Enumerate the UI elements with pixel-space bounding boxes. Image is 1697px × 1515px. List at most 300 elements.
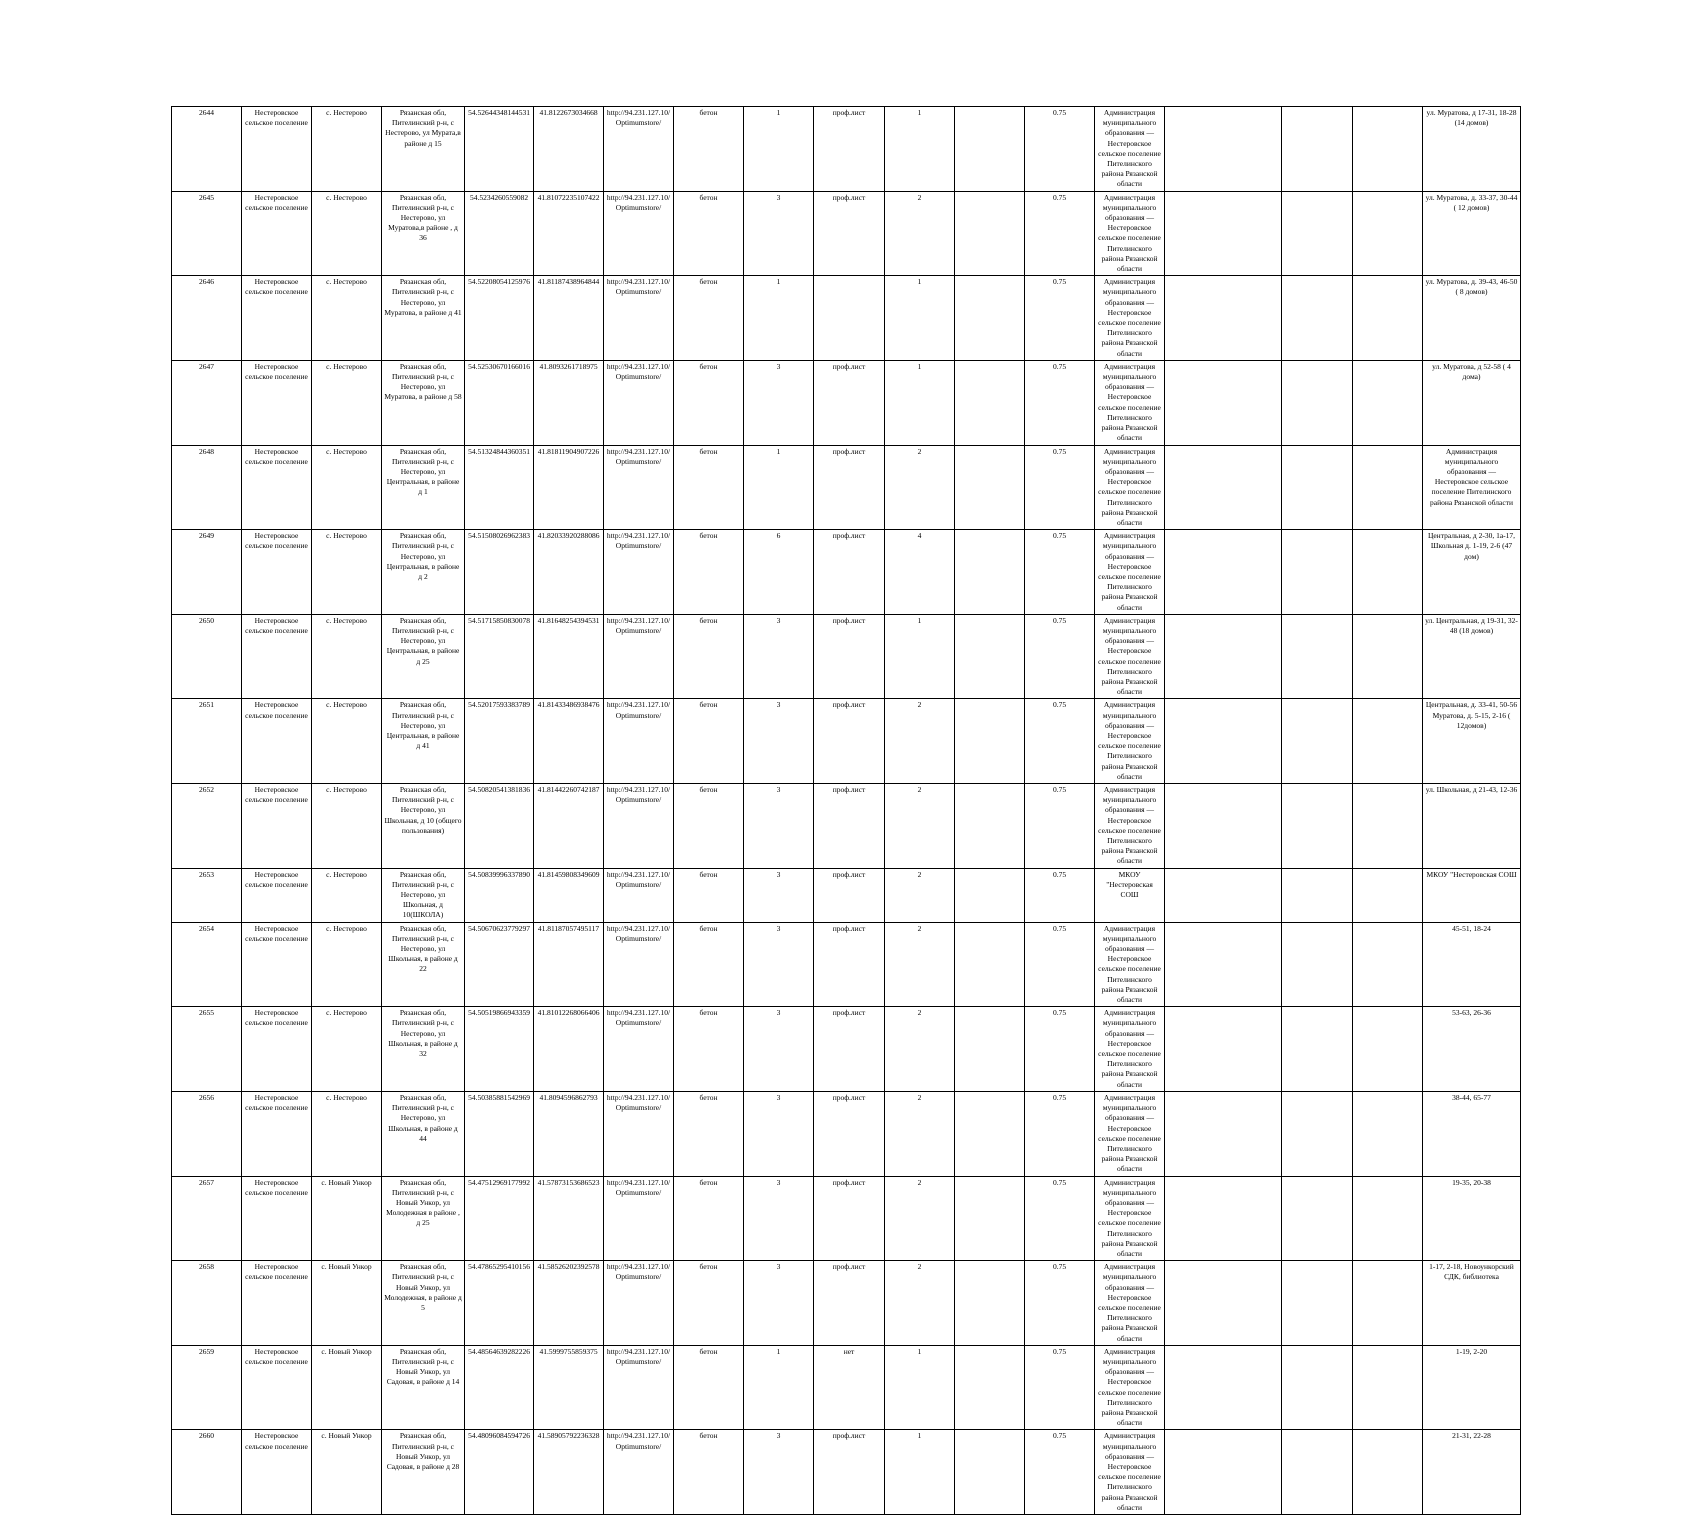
cell-served-objects-extra	[1353, 1345, 1423, 1430]
cell-served-objects: 53-63, 26-36	[1423, 1007, 1521, 1092]
cell-site-id: 2655	[172, 1007, 242, 1092]
cell-empty	[1282, 191, 1353, 276]
cell-site-count: 3	[744, 699, 814, 784]
cell-latitude: 54.48096084594726	[465, 1430, 534, 1515]
cell-served-objects: Администрация муниципального образования — Нестеровское сельское поселение Пителинского района Рязанской области	[1423, 445, 1521, 530]
cell-site-count: 3	[744, 191, 814, 276]
cell-served-objects: 38-44, 65-77	[1423, 1091, 1521, 1176]
cell-settlement: Нестеровское сельское поселение	[242, 191, 312, 276]
cell-volume: 0.75	[1025, 530, 1095, 615]
cell-surface: бетон	[674, 276, 744, 361]
cell-latitude: 54.5234260559082	[465, 191, 534, 276]
cell-fence: проф.лист	[814, 107, 885, 192]
cell-locality: с. Новый Ункор	[312, 1176, 382, 1261]
cell-latitude: 54.50670623779297	[465, 922, 534, 1007]
cell-settlement: Нестеровское сельское поселение	[242, 276, 312, 361]
table-row	[172, 784, 1521, 869]
cell-url: http://94.231.127.10/Optimumstore/	[604, 868, 674, 922]
cell-served-objects-extra	[1353, 360, 1423, 445]
cell-latitude: 54.51508026962383	[465, 530, 534, 615]
cell-site-count: 3	[744, 1091, 814, 1176]
cell-owner: Администрация муниципального образования — Нестеровское сельское поселение Пителинского района Рязанской области	[1095, 614, 1165, 699]
cell-site-count: 1	[744, 1345, 814, 1430]
cell-owner: Администрация муниципального образования — Нестеровское сельское поселение Пителинского района Рязанской области	[1095, 1091, 1165, 1176]
cell-longitude: 41.8122673034668	[534, 107, 604, 192]
cell-volume: 0.75	[1025, 1176, 1095, 1261]
table-row	[172, 1007, 1521, 1092]
cell-site-count: 3	[744, 614, 814, 699]
cell-containers: 2	[885, 1176, 955, 1261]
cell-empty	[1165, 922, 1282, 1007]
cell-empty	[955, 1345, 1025, 1430]
cell-site-id: 2654	[172, 922, 242, 1007]
cell-served-objects: ул. Муратова, д 52-58 ( 4 дома)	[1423, 360, 1521, 445]
cell-owner: Администрация муниципального образования — Нестеровское сельское поселение Пителинского района Рязанской области	[1095, 276, 1165, 361]
cell-fence: проф.лист	[814, 191, 885, 276]
cell-address: Рязанская обл, Пителинский р-н, с Новый Ункор, ул Молодежная в районе , д 25	[382, 1176, 465, 1261]
cell-empty	[1165, 1345, 1282, 1430]
cell-volume: 0.75	[1025, 107, 1095, 192]
cell-volume: 0.75	[1025, 1261, 1095, 1346]
cell-settlement: Нестеровское сельское поселение	[242, 107, 312, 192]
cell-served-objects-extra	[1353, 445, 1423, 530]
cell-longitude: 41.81811904907226	[534, 445, 604, 530]
cell-containers: 1	[885, 1430, 955, 1515]
cell-owner: Администрация муниципального образования — Нестеровское сельское поселение Пителинского района Рязанской области	[1095, 445, 1165, 530]
table-row	[172, 1091, 1521, 1176]
cell-empty	[1165, 360, 1282, 445]
cell-containers: 2	[885, 784, 955, 869]
cell-containers: 2	[885, 1007, 955, 1092]
cell-empty	[1165, 276, 1282, 361]
cell-fence: проф.лист	[814, 1261, 885, 1346]
cell-url: http://94.231.127.10/Optimumstore/	[604, 445, 674, 530]
cell-surface: бетон	[674, 1345, 744, 1430]
cell-empty	[1282, 922, 1353, 1007]
cell-url: http://94.231.127.10/Optimumstore/	[604, 360, 674, 445]
table-row	[172, 276, 1521, 361]
cell-latitude: 54.50519866943359	[465, 1007, 534, 1092]
table-body	[172, 107, 1521, 1515]
cell-latitude: 54.51324844360351	[465, 445, 534, 530]
cell-empty	[955, 1007, 1025, 1092]
cell-containers: 2	[885, 445, 955, 530]
cell-surface: бетон	[674, 784, 744, 869]
cell-site-id: 2660	[172, 1430, 242, 1515]
cell-longitude: 41.81072235107422	[534, 191, 604, 276]
cell-url: http://94.231.127.10/Optimumstore/	[604, 1345, 674, 1430]
cell-longitude: 41.82033920288086	[534, 530, 604, 615]
cell-site-count: 6	[744, 530, 814, 615]
cell-empty	[1282, 1007, 1353, 1092]
cell-owner: Администрация муниципального образования — Нестеровское сельское поселение Пителинского района Рязанской области	[1095, 784, 1165, 869]
cell-locality: с. Нестерово	[312, 614, 382, 699]
cell-served-objects: 45-51, 18-24	[1423, 922, 1521, 1007]
cell-served-objects: Центральная, д 2-30, 1а-17, Школьная д. 1-19, 2-6 (47 дом)	[1423, 530, 1521, 615]
cell-site-id: 2656	[172, 1091, 242, 1176]
cell-served-objects-extra	[1353, 1091, 1423, 1176]
cell-site-count: 3	[744, 360, 814, 445]
cell-url: http://94.231.127.10/Optimumstore/	[604, 784, 674, 869]
cell-address: Рязанская обл, Пителинский р-н, с Нестерово, ул Центральная, в районе д 2	[382, 530, 465, 615]
cell-locality: с. Нестерово	[312, 360, 382, 445]
cell-site-count: 1	[744, 107, 814, 192]
cell-site-id: 2652	[172, 784, 242, 869]
table-row	[172, 107, 1521, 192]
cell-empty	[955, 784, 1025, 869]
cell-settlement: Нестеровское сельское поселение	[242, 784, 312, 869]
cell-locality: с. Нестерово	[312, 699, 382, 784]
cell-surface: бетон	[674, 530, 744, 615]
cell-empty	[1165, 107, 1282, 192]
cell-address: Рязанская обл, Пителинский р-н, с Нестерово, ул Центральная, в районе д 25	[382, 614, 465, 699]
cell-site-count: 3	[744, 868, 814, 922]
cell-containers: 2	[885, 868, 955, 922]
cell-empty	[1282, 1176, 1353, 1261]
cell-latitude: 54.52017593383789	[465, 699, 534, 784]
cell-served-objects-extra	[1353, 530, 1423, 615]
cell-longitude: 41.81442260742187	[534, 784, 604, 869]
cell-url: http://94.231.127.10/Optimumstore/	[604, 107, 674, 192]
cell-containers: 1	[885, 1345, 955, 1430]
cell-empty	[1165, 445, 1282, 530]
table-row	[172, 1176, 1521, 1261]
cell-settlement: Нестеровское сельское поселение	[242, 614, 312, 699]
cell-longitude: 41.8094596862793	[534, 1091, 604, 1176]
cell-empty	[1165, 530, 1282, 615]
cell-site-id: 2653	[172, 868, 242, 922]
cell-fence: проф.лист	[814, 614, 885, 699]
cell-volume: 0.75	[1025, 699, 1095, 784]
cell-url: http://94.231.127.10/Optimumstore/	[604, 1091, 674, 1176]
cell-locality: с. Нестерово	[312, 868, 382, 922]
table-row	[172, 868, 1521, 922]
cell-latitude: 54.48564639282226	[465, 1345, 534, 1430]
cell-volume: 0.75	[1025, 784, 1095, 869]
cell-empty	[955, 1176, 1025, 1261]
cell-volume: 0.75	[1025, 276, 1095, 361]
cell-locality: с. Нестерово	[312, 445, 382, 530]
cell-url: http://94.231.127.10/Optimumstore/	[604, 1176, 674, 1261]
cell-empty	[1282, 1261, 1353, 1346]
cell-longitude: 41.57873153686523	[534, 1176, 604, 1261]
cell-owner: Администрация муниципального образования — Нестеровское сельское поселение Пителинского района Рязанской области	[1095, 922, 1165, 1007]
cell-address: Рязанская обл, Пителинский р-н, с Новый Ункор, ул Молодежная, в районе д 5	[382, 1261, 465, 1346]
cell-address: Рязанская обл, Пителинский р-н, с Нестерово, ул Школьная, в районе д 44	[382, 1091, 465, 1176]
table-row	[172, 360, 1521, 445]
cell-served-objects: ул. Муратова, д. 39-43, 46-50 ( 8 домов)	[1423, 276, 1521, 361]
cell-settlement: Нестеровское сельское поселение	[242, 1091, 312, 1176]
cell-volume: 0.75	[1025, 1007, 1095, 1092]
cell-surface: бетон	[674, 699, 744, 784]
table-row	[172, 530, 1521, 615]
cell-owner: Администрация муниципального образования — Нестеровское сельское поселение Пителинского района Рязанской области	[1095, 1007, 1165, 1092]
cell-containers: 2	[885, 1091, 955, 1176]
cell-volume: 0.75	[1025, 868, 1095, 922]
cell-surface: бетон	[674, 1176, 744, 1261]
cell-site-count: 3	[744, 1007, 814, 1092]
cell-empty	[955, 614, 1025, 699]
cell-empty	[955, 699, 1025, 784]
cell-settlement: Нестеровское сельское поселение	[242, 868, 312, 922]
cell-settlement: Нестеровское сельское поселение	[242, 445, 312, 530]
table-row	[172, 614, 1521, 699]
cell-settlement: Нестеровское сельское поселение	[242, 1430, 312, 1515]
cell-address: Рязанская обл, Пителинский р-н, с Новый Ункор, ул Садовая, в районе д 14	[382, 1345, 465, 1430]
cell-locality: с. Нестерово	[312, 784, 382, 869]
cell-empty	[955, 1091, 1025, 1176]
table-row	[172, 445, 1521, 530]
cell-address: Рязанская обл, Пителинский р-н, с Нестерово, ул Школьная, д 10(ШКОЛА)	[382, 868, 465, 922]
cell-empty	[1165, 191, 1282, 276]
cell-settlement: Нестеровское сельское поселение	[242, 1176, 312, 1261]
cell-surface: бетон	[674, 1261, 744, 1346]
cell-locality: с. Новый Ункор	[312, 1345, 382, 1430]
cell-url: http://94.231.127.10/Optimumstore/	[604, 530, 674, 615]
cell-served-objects: ул. Муратова, д. 33-37, 30-44 ( 12 домов)	[1423, 191, 1521, 276]
cell-served-objects: ул. Центральная, д 19-31, 32-48 (18 домов)	[1423, 614, 1521, 699]
cell-locality: с. Новый Ункор	[312, 1261, 382, 1346]
cell-url: http://94.231.127.10/Optimumstore/	[604, 1007, 674, 1092]
cell-settlement: Нестеровское сельское поселение	[242, 922, 312, 1007]
table-row	[172, 922, 1521, 1007]
cell-volume: 0.75	[1025, 445, 1095, 530]
waste-sites-table	[171, 106, 1521, 1515]
cell-address: Рязанская обл, Пителинский р-н, с Нестерово, ул Мурата,в районе д 15	[382, 107, 465, 192]
cell-site-count: 3	[744, 1430, 814, 1515]
cell-url: http://94.231.127.10/Optimumstore/	[604, 1430, 674, 1515]
cell-longitude: 41.58526202392578	[534, 1261, 604, 1346]
cell-empty	[1282, 530, 1353, 615]
cell-surface: бетон	[674, 1430, 744, 1515]
cell-fence: проф.лист	[814, 1176, 885, 1261]
cell-fence	[814, 276, 885, 361]
cell-settlement: Нестеровское сельское поселение	[242, 1345, 312, 1430]
cell-longitude: 41.8093261718975	[534, 360, 604, 445]
cell-latitude: 54.52644348144531	[465, 107, 534, 192]
cell-empty	[955, 1261, 1025, 1346]
cell-locality: с. Нестерово	[312, 276, 382, 361]
cell-empty	[1282, 1430, 1353, 1515]
cell-served-objects-extra	[1353, 191, 1423, 276]
cell-empty	[1282, 276, 1353, 361]
table-row	[172, 1261, 1521, 1346]
cell-site-count: 1	[744, 445, 814, 530]
table-row	[172, 699, 1521, 784]
cell-longitude: 41.81648254394531	[534, 614, 604, 699]
cell-longitude: 41.5999755859375	[534, 1345, 604, 1430]
cell-containers: 1	[885, 360, 955, 445]
cell-owner: Администрация муниципального образования — Нестеровское сельское поселение Пителинского района Рязанской области	[1095, 530, 1165, 615]
cell-empty	[955, 445, 1025, 530]
cell-surface: бетон	[674, 1091, 744, 1176]
cell-surface: бетон	[674, 922, 744, 1007]
cell-served-objects-extra	[1353, 614, 1423, 699]
cell-served-objects-extra	[1353, 107, 1423, 192]
cell-empty	[1165, 614, 1282, 699]
table-row	[172, 1430, 1521, 1515]
cell-longitude: 41.81012268066406	[534, 1007, 604, 1092]
cell-address: Рязанская обл, Пителинский р-н, с Новый Ункор, ул Садовая, в районе д 28	[382, 1430, 465, 1515]
cell-site-count: 3	[744, 922, 814, 1007]
cell-owner: Администрация муниципального образования — Нестеровское сельское поселение Пителинского района Рязанской области	[1095, 360, 1165, 445]
cell-empty	[1282, 360, 1353, 445]
cell-empty	[1282, 868, 1353, 922]
cell-served-objects: 1-17, 2-18, Новоункорский СДК, библиотека	[1423, 1261, 1521, 1346]
cell-empty	[1282, 1345, 1353, 1430]
cell-settlement: Нестеровское сельское поселение	[242, 1007, 312, 1092]
table-row	[172, 191, 1521, 276]
cell-empty	[955, 191, 1025, 276]
cell-empty	[1165, 699, 1282, 784]
cell-longitude: 41.81459808349609	[534, 868, 604, 922]
cell-site-id: 2644	[172, 107, 242, 192]
cell-longitude: 41.58905792236328	[534, 1430, 604, 1515]
cell-address: Рязанская обл, Пителинский р-н, с Нестерово, ул Муратова,в районе , д 36	[382, 191, 465, 276]
cell-locality: с. Нестерово	[312, 1091, 382, 1176]
cell-site-id: 2647	[172, 360, 242, 445]
cell-served-objects: Центральная, д. 33-41, 50-56 Муратова, д. 5-15, 2-16 ( 12домов)	[1423, 699, 1521, 784]
cell-fence: проф.лист	[814, 1007, 885, 1092]
cell-site-id: 2659	[172, 1345, 242, 1430]
cell-fence: проф.лист	[814, 1091, 885, 1176]
cell-served-objects-extra	[1353, 1430, 1423, 1515]
cell-served-objects-extra	[1353, 1007, 1423, 1092]
cell-site-id: 2658	[172, 1261, 242, 1346]
cell-empty	[1165, 868, 1282, 922]
cell-containers: 1	[885, 107, 955, 192]
cell-site-id: 2649	[172, 530, 242, 615]
cell-site-id: 2650	[172, 614, 242, 699]
cell-locality: с. Нестерово	[312, 922, 382, 1007]
cell-locality: с. Нестерово	[312, 107, 382, 192]
cell-site-id: 2646	[172, 276, 242, 361]
cell-fence: проф.лист	[814, 360, 885, 445]
cell-containers: 2	[885, 922, 955, 1007]
cell-empty	[955, 868, 1025, 922]
cell-volume: 0.75	[1025, 1091, 1095, 1176]
cell-served-objects: МКОУ "Нестеровская СОШ	[1423, 868, 1521, 922]
cell-site-id: 2648	[172, 445, 242, 530]
table-row	[172, 1345, 1521, 1430]
cell-owner: Администрация муниципального образования — Нестеровское сельское поселение Пителинского района Рязанской области	[1095, 1345, 1165, 1430]
cell-empty	[1165, 1430, 1282, 1515]
cell-containers: 2	[885, 1261, 955, 1346]
cell-latitude: 54.47865295410156	[465, 1261, 534, 1346]
cell-site-id: 2651	[172, 699, 242, 784]
cell-site-count: 3	[744, 1261, 814, 1346]
cell-fence: проф.лист	[814, 445, 885, 530]
cell-latitude: 54.50820541381836	[465, 784, 534, 869]
cell-site-id: 2645	[172, 191, 242, 276]
cell-longitude: 41.81187057495117	[534, 922, 604, 1007]
cell-fence: проф.лист	[814, 868, 885, 922]
cell-site-id: 2657	[172, 1176, 242, 1261]
cell-url: http://94.231.127.10/Optimumstore/	[604, 276, 674, 361]
cell-empty	[955, 530, 1025, 615]
cell-served-objects: 1-19, 2-20	[1423, 1345, 1521, 1430]
cell-owner: Администрация муниципального образования — Нестеровское сельское поселение Пителинского района Рязанской области	[1095, 1261, 1165, 1346]
cell-fence: проф.лист	[814, 1430, 885, 1515]
cell-containers: 2	[885, 699, 955, 784]
cell-served-objects-extra	[1353, 699, 1423, 784]
cell-owner: МКОУ "Нестеровская СОШ	[1095, 868, 1165, 922]
cell-latitude: 54.50839996337890	[465, 868, 534, 922]
cell-served-objects-extra	[1353, 1261, 1423, 1346]
cell-empty	[1165, 1261, 1282, 1346]
cell-served-objects: ул. Муратова, д 17-31, 18-28 (14 домов)	[1423, 107, 1521, 192]
cell-containers: 1	[885, 614, 955, 699]
cell-settlement: Нестеровское сельское поселение	[242, 530, 312, 615]
cell-empty	[955, 107, 1025, 192]
cell-fence: проф.лист	[814, 699, 885, 784]
cell-volume: 0.75	[1025, 191, 1095, 276]
cell-settlement: Нестеровское сельское поселение	[242, 699, 312, 784]
cell-empty	[955, 1430, 1025, 1515]
cell-empty	[955, 922, 1025, 1007]
cell-empty	[1282, 445, 1353, 530]
cell-served-objects: 19-35, 20-38	[1423, 1176, 1521, 1261]
cell-locality: с. Нестерово	[312, 191, 382, 276]
cell-volume: 0.75	[1025, 1345, 1095, 1430]
cell-fence: проф.лист	[814, 530, 885, 615]
cell-address: Рязанская обл, Пителинский р-н, с Нестерово, ул Муратова, в районе д 41	[382, 276, 465, 361]
cell-surface: бетон	[674, 445, 744, 530]
cell-fence: проф.лист	[814, 784, 885, 869]
cell-address: Рязанская обл, Пителинский р-н, с Нестерово, ул Муратова, в районе д 58	[382, 360, 465, 445]
cell-settlement: Нестеровское сельское поселение	[242, 360, 312, 445]
cell-volume: 0.75	[1025, 360, 1095, 445]
cell-locality: с. Нестерово	[312, 1007, 382, 1092]
cell-address: Рязанская обл, Пителинский р-н, с Нестерово, ул Школьная, в районе д 32	[382, 1007, 465, 1092]
cell-surface: бетон	[674, 360, 744, 445]
cell-volume: 0.75	[1025, 614, 1095, 699]
cell-surface: бетон	[674, 1007, 744, 1092]
cell-site-count: 3	[744, 1176, 814, 1261]
cell-url: http://94.231.127.10/Optimumstore/	[604, 1261, 674, 1346]
cell-served-objects-extra	[1353, 868, 1423, 922]
cell-empty	[1282, 107, 1353, 192]
cell-served-objects: ул. Школьная, д 21-43, 12-36	[1423, 784, 1521, 869]
cell-volume: 0.75	[1025, 1430, 1095, 1515]
cell-served-objects-extra	[1353, 922, 1423, 1007]
cell-owner: Администрация муниципального образования — Нестеровское сельское поселение Пителинского района Рязанской области	[1095, 191, 1165, 276]
cell-volume: 0.75	[1025, 922, 1095, 1007]
cell-longitude: 41.81187438964844	[534, 276, 604, 361]
cell-empty	[1282, 784, 1353, 869]
cell-containers: 2	[885, 191, 955, 276]
cell-served-objects-extra	[1353, 784, 1423, 869]
cell-address: Рязанская обл, Пителинский р-н, с Нестерово, ул Центральная, в районе д 41	[382, 699, 465, 784]
cell-empty	[1165, 1007, 1282, 1092]
cell-empty	[955, 360, 1025, 445]
cell-owner: Администрация муниципального образования — Нестеровское сельское поселение Пителинского района Рязанской области	[1095, 1176, 1165, 1261]
cell-url: http://94.231.127.10/Optimumstore/	[604, 699, 674, 784]
cell-longitude: 41.81433486938476	[534, 699, 604, 784]
cell-owner: Администрация муниципального образования — Нестеровское сельское поселение Пителинского района Рязанской области	[1095, 107, 1165, 192]
cell-surface: бетон	[674, 191, 744, 276]
cell-latitude: 54.50385881542969	[465, 1091, 534, 1176]
cell-url: http://94.231.127.10/Optimumstore/	[604, 191, 674, 276]
cell-url: http://94.231.127.10/Optimumstore/	[604, 614, 674, 699]
cell-served-objects-extra	[1353, 1176, 1423, 1261]
cell-empty	[1165, 784, 1282, 869]
cell-empty	[1282, 1091, 1353, 1176]
cell-site-count: 3	[744, 784, 814, 869]
cell-containers: 1	[885, 276, 955, 361]
cell-served-objects-extra	[1353, 276, 1423, 361]
cell-settlement: Нестеровское сельское поселение	[242, 1261, 312, 1346]
